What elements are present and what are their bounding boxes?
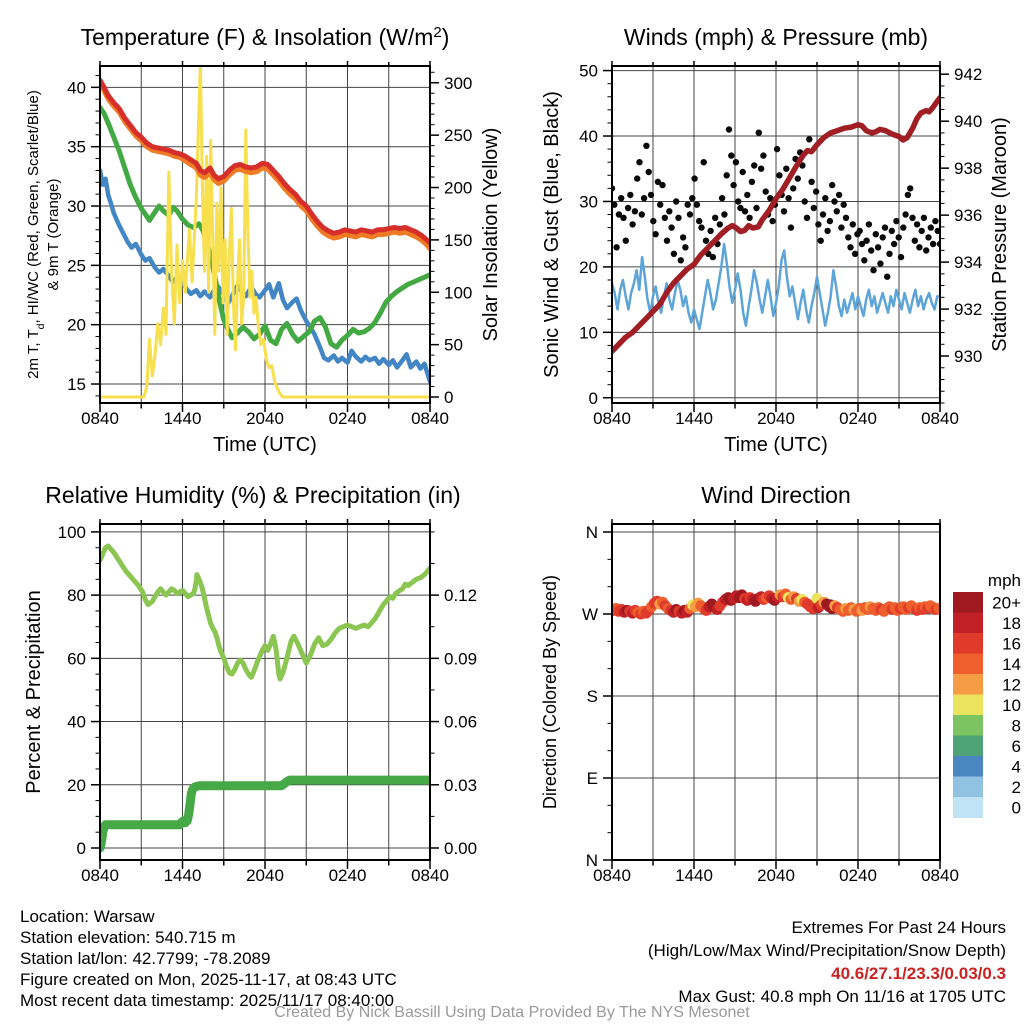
svg-text:10: 10 bbox=[579, 323, 598, 343]
colorbar-label: 12 bbox=[1002, 675, 1021, 695]
svg-text:0840: 0840 bbox=[593, 409, 631, 428]
svg-text:0.00: 0.00 bbox=[444, 838, 478, 858]
colorbar-label: 18 bbox=[1002, 613, 1021, 633]
extremes-block bbox=[648, 916, 1006, 1008]
svg-text:15: 15 bbox=[67, 375, 86, 395]
svg-text:0: 0 bbox=[444, 388, 454, 408]
tick-labels bbox=[582, 523, 959, 885]
extremes-title: Extremes For Past 24 Hours bbox=[791, 918, 1006, 937]
svg-text:0840: 0840 bbox=[921, 409, 959, 428]
colorbar-swatch bbox=[953, 654, 983, 675]
tick-labels bbox=[579, 62, 982, 428]
colorbar-label: 20+ bbox=[992, 593, 1021, 613]
colorbar-swatch bbox=[953, 736, 983, 757]
recent-data-timestamp: Most recent data timestamp: 2025/11/17 08:40:00 bbox=[20, 991, 394, 1010]
station-info-block bbox=[20, 906, 397, 1011]
svg-text:50: 50 bbox=[444, 335, 463, 355]
left-axis-label: Direction (Colored By Speed) bbox=[540, 574, 560, 810]
svg-text:0: 0 bbox=[588, 388, 598, 408]
svg-text:60: 60 bbox=[67, 649, 86, 669]
svg-text:0.12: 0.12 bbox=[444, 586, 478, 606]
svg-text:0.06: 0.06 bbox=[444, 712, 478, 732]
svg-text:0.03: 0.03 bbox=[444, 775, 478, 795]
chart-title: Relative Humidity (%) & Precipitation (in) bbox=[45, 482, 461, 508]
colorbar-label: 10 bbox=[1002, 695, 1021, 715]
rh-precip-chart bbox=[23, 482, 477, 885]
wind-direction-chart bbox=[540, 482, 1021, 885]
gridlines bbox=[612, 66, 940, 403]
svg-text:100: 100 bbox=[444, 283, 473, 303]
svg-text:936: 936 bbox=[954, 206, 983, 226]
colorbar-label: 14 bbox=[1002, 654, 1021, 674]
svg-text:20: 20 bbox=[67, 315, 86, 335]
left-axis-label: & 9m T (Orange) bbox=[45, 178, 62, 291]
svg-text:0240: 0240 bbox=[839, 409, 877, 428]
svg-text:0840: 0840 bbox=[81, 866, 119, 885]
colorbar-swatch bbox=[953, 592, 983, 613]
svg-text:250: 250 bbox=[444, 126, 473, 146]
colorbar-swatch bbox=[953, 756, 983, 777]
extremes-values: 40.6/27.1/23.3/0.03/0.3 bbox=[831, 964, 1006, 983]
tick-labels bbox=[58, 523, 477, 885]
svg-text:200: 200 bbox=[444, 178, 473, 198]
extremes-subtitle: (High/Low/Max Wind/Precipitation/Snow Depth) bbox=[647, 941, 1006, 960]
svg-text:30: 30 bbox=[579, 192, 598, 212]
svg-text:20: 20 bbox=[67, 775, 86, 795]
svg-text:0240: 0240 bbox=[328, 866, 367, 885]
credit-line: Created By Nick Bassill Using Data Provided By The NYS Mesonet bbox=[274, 1004, 750, 1021]
svg-text:40: 40 bbox=[67, 712, 86, 732]
station-latlon: Station lat/lon: 42.7799; -78.2089 bbox=[20, 949, 271, 968]
gridlines bbox=[612, 524, 940, 860]
x-axis-label: Time (UTC) bbox=[724, 434, 828, 456]
colorbar-swatch bbox=[953, 674, 983, 695]
svg-text:0.09: 0.09 bbox=[444, 649, 478, 669]
colorbar-label: 4 bbox=[1011, 757, 1021, 777]
colorbar-swatch bbox=[953, 613, 983, 634]
colorbar-swatch bbox=[953, 797, 983, 818]
svg-text:932: 932 bbox=[954, 300, 983, 320]
temperature-insolation-chart bbox=[25, 24, 502, 457]
left-axis-label: Percent & Precipitation bbox=[23, 590, 45, 794]
colorbar-swatch bbox=[953, 633, 983, 654]
svg-text:1440: 1440 bbox=[675, 866, 713, 885]
left-axis-label: Sonic Wind & Gust (Blue, Black) bbox=[541, 91, 563, 378]
svg-text:150: 150 bbox=[444, 230, 473, 250]
svg-text:938: 938 bbox=[954, 159, 983, 179]
winds-pressure-chart bbox=[541, 24, 1011, 456]
station-location: Location: Warsaw bbox=[20, 907, 155, 926]
colorbar-swatch bbox=[953, 777, 983, 798]
svg-text:940: 940 bbox=[954, 112, 983, 132]
svg-text:0840: 0840 bbox=[593, 866, 631, 885]
chart-title: Winds (mph) & Pressure (mb) bbox=[623, 24, 929, 50]
svg-text:E: E bbox=[586, 769, 598, 789]
svg-text:W: W bbox=[581, 605, 598, 625]
svg-text:80: 80 bbox=[67, 586, 86, 606]
svg-text:S: S bbox=[586, 687, 598, 707]
right-axis-label: Station Pressure (Maroon) bbox=[989, 117, 1011, 352]
svg-text:0840: 0840 bbox=[81, 409, 119, 428]
right-axis-label: Solar Insolation (Yellow) bbox=[480, 127, 502, 342]
svg-text:0: 0 bbox=[76, 838, 86, 858]
colorbar-swatch bbox=[953, 715, 983, 736]
station-elevation: Station elevation: 540.715 m bbox=[20, 928, 236, 947]
svg-text:100: 100 bbox=[57, 522, 86, 542]
svg-text:30: 30 bbox=[67, 197, 86, 217]
svg-text:930: 930 bbox=[954, 347, 983, 367]
x-axis-label: Time (UTC) bbox=[213, 434, 317, 456]
svg-text:25: 25 bbox=[67, 256, 86, 276]
chart-title: Wind Direction bbox=[701, 482, 851, 508]
colorbar-label: 6 bbox=[1011, 736, 1021, 756]
svg-text:0240: 0240 bbox=[328, 409, 367, 428]
colorbar-swatch bbox=[953, 695, 983, 716]
speed-colorbar bbox=[953, 571, 1021, 818]
svg-text:35: 35 bbox=[67, 137, 86, 157]
svg-text:934: 934 bbox=[954, 253, 983, 273]
left-axis-label: 2m T, $T_d$, HI/WC (Red, Green, Scarlet/Blue) bbox=[25, 90, 47, 379]
colorbar-label: 16 bbox=[1002, 634, 1021, 654]
svg-text:300: 300 bbox=[444, 73, 473, 93]
colorbar-label: 0 bbox=[1011, 798, 1021, 818]
svg-text:2040: 2040 bbox=[757, 409, 795, 428]
svg-text:0840: 0840 bbox=[411, 409, 449, 428]
svg-text:1440: 1440 bbox=[163, 409, 202, 428]
svg-text:40: 40 bbox=[67, 78, 86, 98]
max-gust-line: Max Gust: 40.8 mph On 11/16 at 1705 UTC bbox=[678, 987, 1006, 1006]
svg-text:2040: 2040 bbox=[246, 866, 284, 885]
svg-text:N: N bbox=[585, 523, 598, 543]
svg-text:50: 50 bbox=[579, 61, 598, 81]
gridlines bbox=[100, 524, 430, 860]
colorbar-label: 8 bbox=[1011, 716, 1021, 736]
svg-text:2040: 2040 bbox=[757, 866, 795, 885]
svg-text:2040: 2040 bbox=[246, 409, 284, 428]
colorbar-title: mph bbox=[987, 571, 1021, 590]
svg-text:1440: 1440 bbox=[163, 866, 202, 885]
svg-text:1440: 1440 bbox=[675, 409, 713, 428]
chart-title: Temperature (F) & Insolation $(W/m^2)$ bbox=[80, 23, 450, 50]
svg-text:942: 942 bbox=[954, 65, 983, 85]
figure-created-timestamp: Figure created on Mon, 2025-11-17, at 08:43 UTC bbox=[20, 970, 397, 989]
svg-text:20: 20 bbox=[579, 257, 598, 277]
colorbar-label: 2 bbox=[1011, 777, 1021, 797]
svg-text:0240: 0240 bbox=[839, 866, 877, 885]
axis-ticks bbox=[603, 519, 940, 869]
svg-text:40: 40 bbox=[579, 127, 598, 147]
svg-text:0840: 0840 bbox=[411, 866, 449, 885]
svg-text:N: N bbox=[585, 851, 598, 870]
svg-text:0840: 0840 bbox=[921, 866, 959, 885]
